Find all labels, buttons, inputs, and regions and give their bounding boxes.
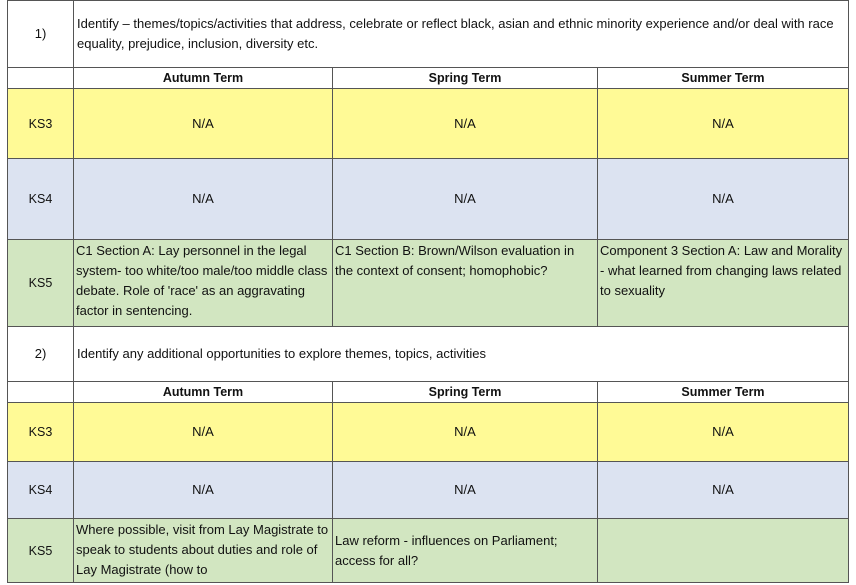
header-corner	[8, 68, 74, 89]
section1-number: 1)	[8, 1, 74, 68]
header-summer: Summer Term	[598, 68, 849, 89]
stage-label: KS3	[8, 89, 74, 159]
cell-summer: N/A	[598, 403, 849, 462]
cell-autumn: Where possible, visit from Lay Magistrate to speak to students about duties and role of Lay Magistrate (how to	[74, 519, 333, 583]
header-autumn: Autumn Term	[74, 382, 333, 403]
cell-autumn: N/A	[74, 403, 333, 462]
cell-spring: N/A	[333, 89, 598, 159]
header-spring: Spring Term	[333, 382, 598, 403]
section1-prompt: Identify – themes/topics/activities that address, celebrate or reflect black, asian and ethnic minority experience and/or deal with race equality, prejudice, inclusion, diversity etc.	[74, 1, 849, 68]
section2-header-row	[8, 382, 849, 403]
section2-prompt: Identify any additional opportunities to explore themes, topics, activities	[74, 327, 849, 382]
section2-ks5-row	[8, 519, 849, 583]
stage-label: KS5	[8, 519, 74, 583]
section2-ks3-row	[8, 403, 849, 462]
stage-label: KS4	[8, 159, 74, 240]
section1-header-row	[8, 68, 849, 89]
cell-autumn: C1 Section A: Lay personnel in the legal system- too white/too male/too middle class debate. Role of 'race' as an aggravating factor in sentencing.	[74, 240, 333, 327]
cell-spring: N/A	[333, 403, 598, 462]
header-spring: Spring Term	[333, 68, 598, 89]
cell-summer: N/A	[598, 89, 849, 159]
cell-summer: N/A	[598, 159, 849, 240]
section2-ks4-row	[8, 462, 849, 519]
cell-spring: C1 Section B: Brown/Wilson evaluation in the context of consent; homophobic?	[333, 240, 598, 327]
section1-ks5-row	[8, 240, 849, 327]
stage-label: KS4	[8, 462, 74, 519]
cell-summer: Component 3 Section A: Law and Morality - what learned from changing laws related to sexuality	[598, 240, 849, 327]
cell-spring: N/A	[333, 462, 598, 519]
curriculum-table	[7, 0, 849, 583]
cell-autumn: N/A	[74, 159, 333, 240]
header-summer: Summer Term	[598, 382, 849, 403]
section2-prompt-row	[8, 327, 849, 382]
cell-autumn: N/A	[74, 462, 333, 519]
header-corner	[8, 382, 74, 403]
cell-autumn: N/A	[74, 89, 333, 159]
stage-label: KS5	[8, 240, 74, 327]
section1-ks4-row	[8, 159, 849, 240]
cell-spring: Law reform - influences on Parliament; access for all?	[333, 519, 598, 583]
section1-prompt-row	[8, 1, 849, 68]
cell-summer	[598, 519, 849, 583]
cell-spring: N/A	[333, 159, 598, 240]
cell-summer: N/A	[598, 462, 849, 519]
section1-ks3-row	[8, 89, 849, 159]
stage-label: KS3	[8, 403, 74, 462]
section2-number: 2)	[8, 327, 74, 382]
header-autumn: Autumn Term	[74, 68, 333, 89]
